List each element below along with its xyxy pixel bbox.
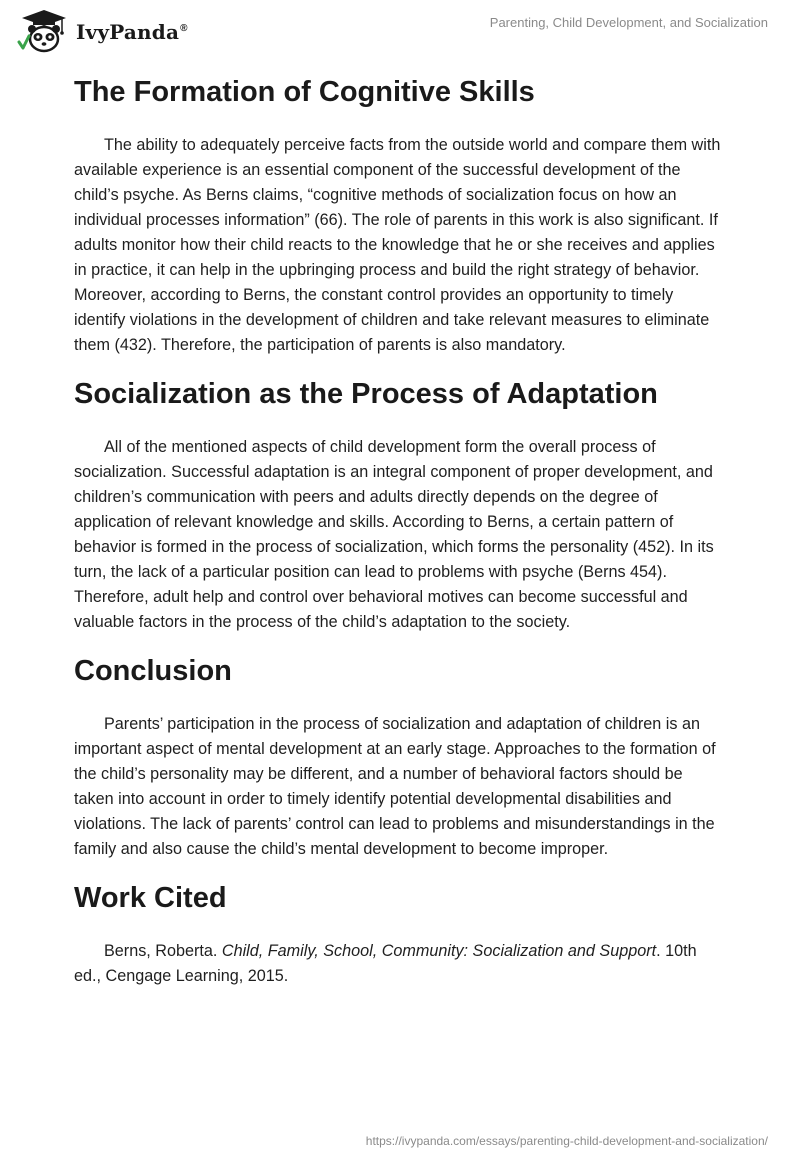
section-heading-adaptation: Socialization as the Process of Adaptation — [74, 378, 658, 410]
citation-title: Child, Family, School, Community: Socialization and Support — [221, 942, 657, 960]
document-title: Parenting, Child Development, and Socialization — [489, 15, 768, 30]
page-header — [16, 8, 768, 56]
section-heading-cognitive-skills: The Formation of Cognitive Skills — [74, 76, 535, 108]
citation-author: Berns, Roberta. — [104, 942, 222, 960]
essay-content — [74, 70, 726, 989]
section-paragraph-cognitive-skills: The ability to adequately perceive facts from the outside world and compare them with available experience is an essential component of the successful development of the child’s psyche. As Berns claims, “cognitive methods of socialization focus on how an individual processes information” (66). The role of parents in this work is also significant. If adults monitor how their child reacts to the knowledge that he or she receives and applies in practice, it can help in the upbringing process and build the right strategy of behavior. Moreover, according to Berns, the constant control provides an opportunity to timely identify violations in the development of children and take relevant measures to eliminate them (432). Therefore, the participation of parents is also mandatory. — [74, 136, 721, 354]
section-paragraph-conclusion: Parents’ participation in the process of socialization and adaptation of children is an important aspect of mental development at an early stage. Approaches to the formation of the child’s personality may be different, and a number of behavioral factors should be taken into account in order to timely identify potential developmental disabilities and violations. The lack of parents’ control can lead to problems and misunderstandings in the family and also cause the child’s mental development to become improper. — [74, 715, 716, 858]
section-paragraph-adaptation: All of the mentioned aspects of child development form the overall process of socialization. Successful adaptation is an integral component of proper development, and children’s communication with peers and adults directly depends on the degree of application of relevant knowledge and skills. According to Berns, a certain pattern of behavior is formed in the process of socialization, which forms the personality (452). In its turn, the lack of a particular position can lead to problems with psyche (Berns 454). Therefore, adult help and control over behavioral motives can become successful and valuable factors in the process of the child’s adaptation to the society. — [74, 438, 714, 631]
section-heading-work-cited: Work Cited — [74, 882, 227, 914]
panda-graduate-icon — [16, 8, 72, 56]
section-heading-conclusion: Conclusion — [74, 655, 232, 687]
citation-entry — [74, 939, 726, 989]
logo[interactable] — [16, 8, 188, 56]
source-url[interactable]: https://ivypanda.com/essays/parenting-child-development-and-socialization/ — [365, 1134, 768, 1148]
logo-wordmark: IvyPanda® — [76, 20, 188, 44]
citation-publication: . 10th ed., Cengage Learning, 2015. — [74, 942, 697, 985]
